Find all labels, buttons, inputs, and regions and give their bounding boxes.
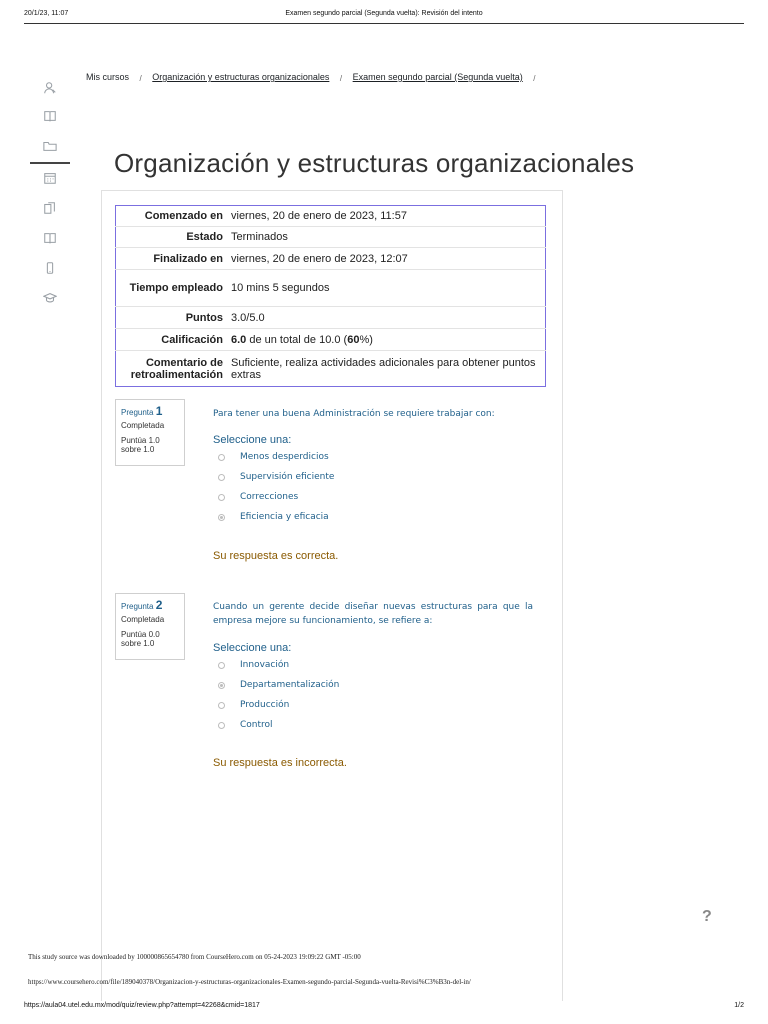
user-icon[interactable] [30, 78, 70, 98]
radio-button[interactable] [218, 474, 225, 481]
summary-label: Puntos [116, 307, 228, 329]
question-label: Pregunta [121, 408, 154, 417]
answer-option[interactable] [218, 492, 298, 502]
radio-button[interactable] [218, 722, 225, 729]
answer-option[interactable] [218, 660, 289, 670]
summary-label: Tiempo empleado [116, 270, 228, 307]
question-label: Pregunta [121, 602, 154, 611]
help-icon[interactable]: ? [702, 908, 712, 925]
graduation-cap-icon[interactable] [30, 288, 70, 308]
summary-row [116, 307, 546, 329]
folder-icon[interactable] [30, 136, 70, 156]
summary-value: 3.0/5.0 [227, 307, 546, 329]
summary-row [116, 351, 546, 387]
radio-button-selected[interactable] [218, 514, 225, 521]
question-number [121, 598, 179, 612]
question-number-value: 1 [155, 404, 163, 418]
radio-button-selected[interactable] [218, 682, 225, 689]
active-indicator [30, 162, 70, 164]
option-label: Innovación [240, 660, 290, 670]
print-date: 20/1/23, 11:07 [24, 10, 69, 17]
book-icon[interactable] [30, 106, 70, 126]
source-url: https://www.coursehero.com/file/189040378/Organizacion-y-estructuras-organizacionales-Examen-segundo-parcial-Segunda-vuelta-Revisi%C3%B3n-del-in/ [28, 978, 471, 986]
answer-prompt: Seleccione una: [213, 642, 292, 654]
breadcrumb-separator: / [533, 74, 536, 83]
summary-label: Estado [116, 227, 228, 248]
breadcrumb-item[interactable]: Examen segundo parcial (Segunda vuelta) [352, 72, 523, 82]
option-label: Supervisión eficiente [240, 472, 335, 482]
header-divider [24, 23, 744, 24]
radio-button[interactable] [218, 454, 225, 461]
summary-value: 10 mins 5 segundos [227, 270, 546, 307]
answer-option[interactable] [218, 680, 339, 690]
grade-text-end: %) [359, 333, 373, 346]
summary-label: Comenzado en [144, 210, 223, 222]
attempt-summary-table [115, 205, 546, 387]
question-text: Cuando un gerente decide diseñar nuevas estructuras para que la empresa mejore su funcionamiento, se refiere a: [213, 602, 533, 626]
answer-option[interactable] [218, 700, 289, 710]
option-label: Producción [240, 700, 290, 710]
option-label: Departamentalización [240, 680, 340, 690]
question-status: Completada [121, 421, 165, 430]
summary-label: Finalizado en [116, 248, 228, 270]
question-number [121, 404, 179, 418]
breadcrumb-item[interactable]: Mis cursos [86, 72, 130, 82]
summary-value: viernes, 20 de enero de 2023, 11:57 [231, 210, 407, 222]
option-label: Eficiencia y eficacia [240, 512, 329, 522]
question-number-value: 2 [155, 598, 163, 612]
book-icon[interactable] [30, 228, 70, 248]
summary-row [116, 227, 546, 248]
grade-value: 6.0 [231, 333, 247, 346]
page-title: Organización y estructuras organizacionales [114, 148, 635, 179]
summary-value: viernes, 20 de enero de 2023, 12:07 [227, 248, 546, 270]
option-label: Menos desperdicios [240, 452, 329, 462]
answer-feedback: Su respuesta es incorrecta. [213, 757, 347, 769]
answer-option[interactable] [218, 472, 334, 482]
breadcrumb-separator: / [139, 74, 142, 83]
question-status: Completada [121, 615, 165, 624]
summary-row [116, 329, 546, 351]
breadcrumb-separator: / [339, 74, 343, 83]
summary-value [227, 329, 546, 351]
question-info [115, 593, 185, 660]
breadcrumb [86, 72, 544, 82]
calendar-icon[interactable] [30, 168, 70, 188]
phone-icon[interactable] [30, 258, 70, 278]
question-score: Puntúa 0.0 sobre 1.0 [121, 630, 160, 648]
answer-option[interactable] [218, 720, 273, 730]
summary-value: Terminados [227, 227, 546, 248]
page-number: 1/2 [734, 1002, 744, 1009]
question-text: Para tener una buena Administración se requiere trabajar con: [213, 409, 495, 419]
summary-value: Suficiente, realiza actividades adicionales para obtener puntos extras [227, 351, 546, 387]
grade-percent: 60 [347, 333, 360, 346]
radio-button[interactable] [218, 662, 225, 669]
summary-row [116, 248, 546, 270]
print-url: https://aula04.utel.edu.mx/mod/quiz/review.php?attempt=42268&cmid=1817 [24, 1002, 260, 1009]
question-info [115, 399, 185, 466]
breadcrumb-item[interactable]: Organización y estructuras organizacionales [152, 72, 330, 82]
print-title: Examen segundo parcial (Segunda vuelta): Revisión del intento [285, 10, 483, 17]
answer-feedback: Su respuesta es correcta. [213, 550, 339, 562]
answer-prompt: Seleccione una: [213, 434, 292, 446]
summary-row [116, 206, 546, 227]
answer-option[interactable] [218, 452, 329, 462]
summary-label: Comentario de retroalimentación [116, 351, 228, 387]
summary-label: Calificación [116, 329, 228, 351]
radio-button[interactable] [218, 702, 225, 709]
download-notice: This study source was downloaded by 100000865654780 from CourseHero.com on 05-24-2023 19:09:22 GMT -05:00 [28, 953, 361, 961]
copy-icon[interactable] [30, 198, 70, 218]
summary-row [116, 270, 546, 307]
grade-text: de un total de 10.0 ( [246, 333, 348, 346]
option-label: Correcciones [240, 492, 299, 502]
answer-option[interactable] [218, 512, 329, 522]
option-label: Control [240, 720, 273, 730]
radio-button[interactable] [218, 494, 225, 501]
question-score: Puntúa 1.0 sobre 1.0 [121, 436, 160, 454]
